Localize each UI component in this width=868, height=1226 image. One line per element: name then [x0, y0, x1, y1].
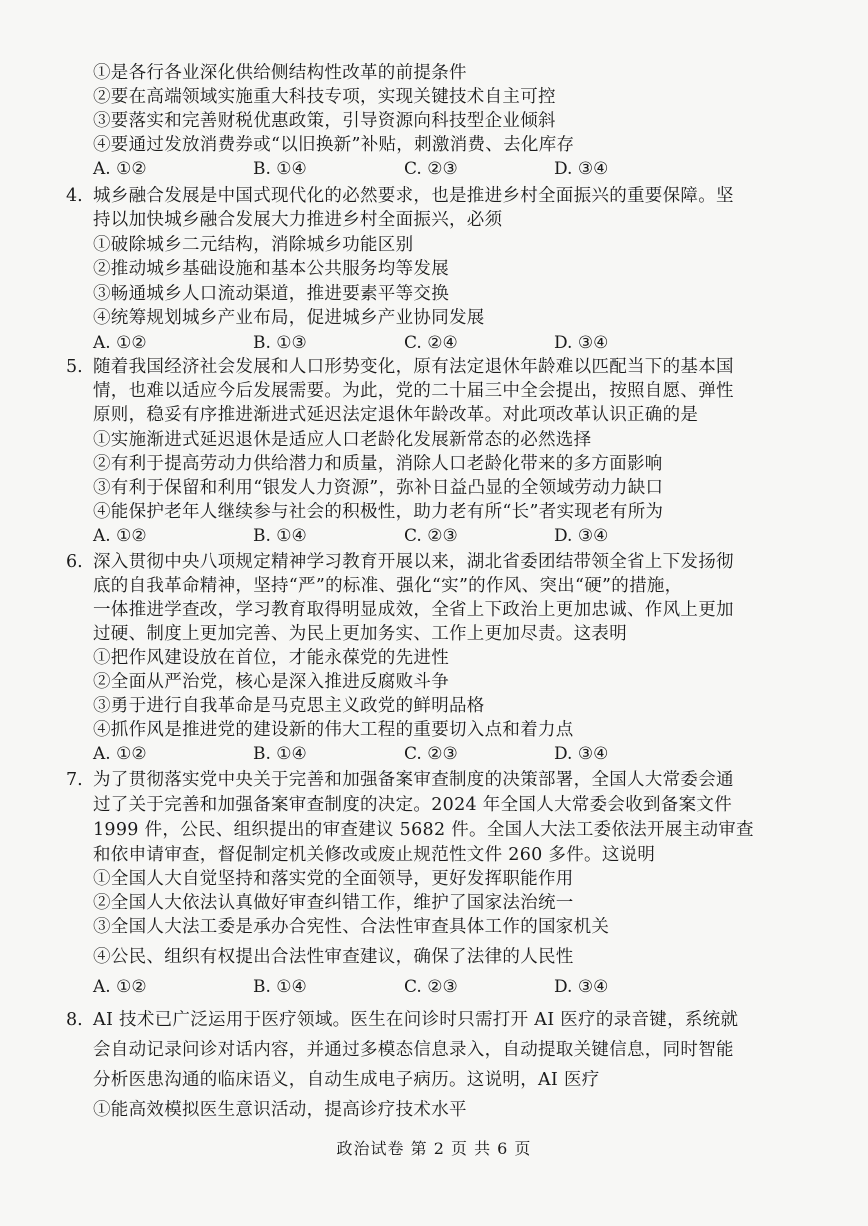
q6-item-2: ②全面从严治党，核心是深入推进反腐败斗争	[93, 672, 449, 692]
q7-item-2: ②全国人大依法认真做好审查纠错工作，维护了国家法治统一	[93, 893, 574, 913]
q5-option-c: C. ②③	[404, 526, 458, 546]
q6-item-1: ①把作风建设放在首位，才能永葆党的先进性	[93, 648, 449, 668]
q4-number: 4.	[66, 186, 83, 206]
q3-item-1: ①是各行各业深化供给侧结构性改革的前提条件	[93, 63, 467, 83]
q4-option-b: B. ①③	[253, 333, 307, 353]
q3-item-3: ③要落实和完善财税优惠政策，引导资源向科技型企业倾斜	[93, 111, 556, 131]
q6-option-d: D. ③④	[554, 744, 609, 764]
q7-option-d: D. ③④	[554, 977, 609, 997]
q6-stem-4: 过硬、制度上更加完善、为民上更加务实、工作上更加尽责。这表明	[93, 624, 627, 644]
q7-option-c: C. ②③	[404, 977, 458, 997]
q8-number: 8.	[66, 1010, 83, 1030]
q7-stem-2: 过了关于完善和加强备案审查制度的决定。2024 年全国人大常委会收到备案文件	[93, 795, 732, 815]
q8-stem-3: 分析医患沟通的临床语义，自动生成电子病历。这说明，AI 医疗	[93, 1070, 600, 1090]
q6-option-c: C. ②③	[404, 744, 458, 764]
q4-item-2: ②推动城乡基础设施和基本公共服务均等发展	[93, 259, 449, 279]
q3-option-a: A. ①②	[93, 159, 147, 179]
q5-item-2: ②有利于提高劳动力供给潜力和质量，消除人口老龄化带来的多方面影响	[93, 454, 663, 474]
q5-stem-3: 原则，稳妥有序推进渐进式延迟法定退休年龄改革。对此项改革认识正确的是	[93, 405, 699, 425]
q4-stem-2: 持以加快城乡融合发展大力推进乡村全面振兴，必须	[93, 210, 503, 230]
q7-item-3: ③全国人大法工委是承办合宪性、合法性审查具体工作的国家机关	[93, 917, 610, 937]
q6-stem-2: 底的自我革命精神，坚持“严”的标准、强化“实”的作风、突出“硬”的措施，	[93, 576, 683, 596]
q4-stem-1: 城乡融合发展是中国式现代化的必然要求，也是推进乡村全面振兴的重要保障。坚	[93, 186, 734, 206]
q4-item-3: ③畅通城乡人口流动渠道，推进要素平等交换	[93, 284, 449, 304]
q4-option-a: A. ①②	[93, 333, 147, 353]
q5-option-a: A. ①②	[93, 526, 147, 546]
q6-item-3: ③勇于进行自我革命是马克思主义政党的鲜明品格	[93, 696, 485, 716]
page-footer: 政治试卷 第 2 页 共 6 页	[336, 1139, 532, 1158]
q5-item-1: ①实施渐进式延迟退休是适应人口老龄化发展新常态的必然选择	[93, 430, 592, 450]
q6-stem-3: 一体推进学查改，学习教育取得明显成效，全省上下政治上更加忠诚、作风上更加	[93, 600, 734, 620]
q5-stem-2: 情，也难以适应今后发展需要。为此，党的二十届三中全会提出，按照自愿、弹性	[93, 381, 734, 401]
q3-item-4: ④要通过发放消费券或“以旧换新”补贴，刺激消费、去化库存	[93, 135, 575, 155]
q3-option-c: C. ②③	[404, 159, 458, 179]
q7-option-a: A. ①②	[93, 977, 147, 997]
q8-item-1: ①能高效模拟医生意识活动，提高诊疗技术水平	[93, 1100, 467, 1120]
q6-item-4: ④抓作风是推进党的建设新的伟大工程的重要切入点和着力点	[93, 720, 574, 740]
q5-item-4: ④能保护老年人继续参与社会的积极性，助力老有所“长”者实现老有所为	[93, 502, 664, 522]
q6-stem-1: 深入贯彻中央八项规定精神学习教育开展以来，湖北省委团结带领全省上下发扬彻	[93, 552, 734, 572]
q4-option-d: D. ③④	[554, 333, 609, 353]
q8-stem-2: 会自动记录问诊对话内容，并通过多模态信息录入，自动提取关键信息，同时智能	[93, 1040, 734, 1060]
q7-item-1: ①全国人大自觉坚持和落实党的全面领导，更好发挥职能作用	[93, 869, 574, 889]
q8-stem-1: AI 技术已广泛运用于医疗领域。医生在问诊时只需打开 AI 医疗的录音键，系统就	[93, 1010, 739, 1030]
q5-stem-1: 随着我国经济社会发展和人口形势变化，原有法定退休年龄难以匹配当下的基本国	[93, 357, 734, 377]
q4-option-c: C. ②④	[404, 333, 458, 353]
q7-item-4: ④公民、组织有权提出合法性审查建议，确保了法律的人民性	[93, 947, 574, 967]
q7-number: 7.	[66, 770, 83, 790]
q3-item-2: ②要在高端领域实施重大科技专项，实现关键技术自主可控	[93, 87, 556, 107]
q7-stem-1: 为了贯彻落实党中央关于完善和加强备案审查制度的决策部署，全国人大常委会通	[93, 770, 734, 790]
q3-option-d: D. ③④	[554, 159, 609, 179]
q6-option-b: B. ①④	[253, 744, 307, 764]
q5-option-b: B. ①④	[253, 526, 307, 546]
q5-option-d: D. ③④	[554, 526, 609, 546]
q4-item-4: ④统筹规划城乡产业布局，促进城乡产业协同发展	[93, 308, 485, 328]
q4-item-1: ①破除城乡二元结构，消除城乡功能区别	[93, 235, 414, 255]
q6-option-a: A. ①②	[93, 744, 147, 764]
q7-stem-4: 和依申请审查，督促制定机关修改或废止规范性文件 260 多件。这说明	[93, 845, 656, 865]
q3-option-b: B. ①④	[253, 159, 307, 179]
q5-item-3: ③有利于保留和利用“银发人力资源”，弥补日益凸显的全领域劳动力缺口	[93, 478, 664, 498]
q6-number: 6.	[66, 552, 83, 572]
q7-option-b: B. ①④	[253, 977, 307, 997]
q5-number: 5.	[66, 357, 83, 377]
q7-stem-3: 1999 件，公民、组织提出的审查建议 5682 件。全国人大法工委依法开展主动审查	[93, 820, 754, 840]
